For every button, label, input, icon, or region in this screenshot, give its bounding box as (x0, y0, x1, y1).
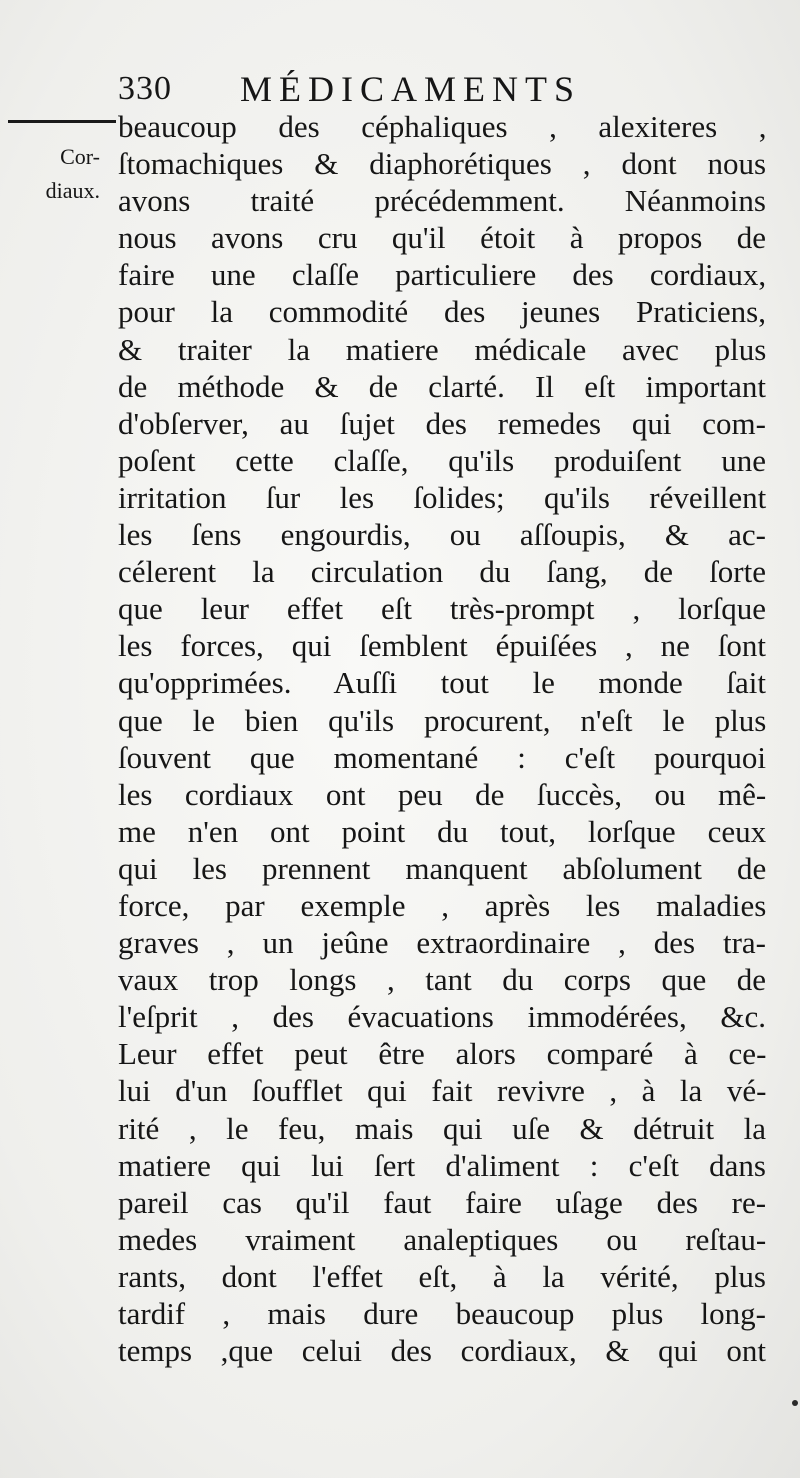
text-line: qu'opprimées. Auſſi tout le monde ſait (118, 665, 766, 701)
text-line: me n'en ont point du tout, lorſque ceux (118, 813, 767, 849)
text-line: tardif , mais dure beaucoup plus long- (118, 1296, 766, 1331)
text-line: l'eſprit , des évacuations immodérées, &c. (118, 999, 766, 1035)
margin-note (10, 140, 100, 208)
running-head: MÉDICAMENTS (240, 69, 582, 109)
text-line: pareil cas qu'il faut faire uſage des re- (118, 1184, 767, 1220)
section-rule (8, 120, 116, 123)
text-line: medes vraiment analeptiques ou reſtau- (118, 1221, 767, 1257)
text-line: les cordiaux ont peu de ſuccès, ou mê- (118, 776, 767, 812)
text-line: pour la commodité des jeunes Praticiens, (118, 294, 766, 330)
text-line: temps ,que celui des cordiaux, & qui ont (118, 1333, 766, 1369)
text-line: les ſens engourdis, ou aſſoupis, & ac- (118, 517, 766, 553)
text-line: nous avons cru qu'il étoit à propos de (118, 220, 767, 256)
text-line: force, par exemple , après les maladies (118, 887, 767, 923)
text-line: d'obſerver, au ſujet des remedes qui com- (118, 405, 766, 441)
ink-speck (792, 1400, 798, 1406)
text-line: de méthode & de clarté. Il eſt important (118, 368, 766, 404)
text-line: avons traité précédemment. Néanmoins (118, 183, 766, 219)
page-number: 330 (118, 70, 172, 107)
text-line: poſent cette claſſe, qu'ils produiſent une (118, 442, 766, 478)
text-line: rants, dont l'effet eſt, à la vérité, plus (118, 1258, 766, 1294)
text-line: graves , un jeûne extraordinaire , des tra- (118, 925, 766, 961)
text-line: irritation ſur les ſolides; qu'ils réveillent (118, 479, 767, 515)
text-line: ſouvent que momentané : c'eſt pourquoi (118, 739, 766, 775)
text-line: lui d'un ſoufflet qui fait revivre , à la vé- (118, 1073, 767, 1109)
body-text (118, 108, 766, 1369)
margin-note-line: diaux. (45, 178, 100, 203)
text-line: qui les prennent manquent abſolument de (118, 850, 767, 886)
text-line: faire une claſſe particuliere des cordiaux, (118, 257, 767, 293)
text-line: vaux trop longs , tant du corps que de (118, 962, 766, 998)
text-line: beaucoup des céphaliques , alexiteres , (118, 109, 767, 144)
text-line: & traiter la matiere médicale avec plus (118, 331, 767, 367)
text-line: rité , le feu, mais qui uſe & détruit la (118, 1110, 766, 1146)
text-line: célerent la circulation du ſang, de ſorte (118, 554, 766, 590)
text-line: les forces, qui ſemblent épuiſées , ne ſont (118, 628, 767, 664)
text-line: que leur effet eſt très-prompt , lorſque (118, 591, 766, 627)
text-line: Leur effet peut être alors comparé à ce- (118, 1036, 767, 1072)
page-header (118, 68, 758, 108)
text-line: matiere qui lui ſert d'aliment : c'eſt dans (118, 1147, 766, 1183)
margin-note-line: Cor- (60, 144, 100, 169)
text-line: ſtomachiques & diaphorétiques , dont nous (118, 146, 767, 182)
text-line: que le bien qu'ils procurent, n'eſt le plus (118, 702, 767, 738)
